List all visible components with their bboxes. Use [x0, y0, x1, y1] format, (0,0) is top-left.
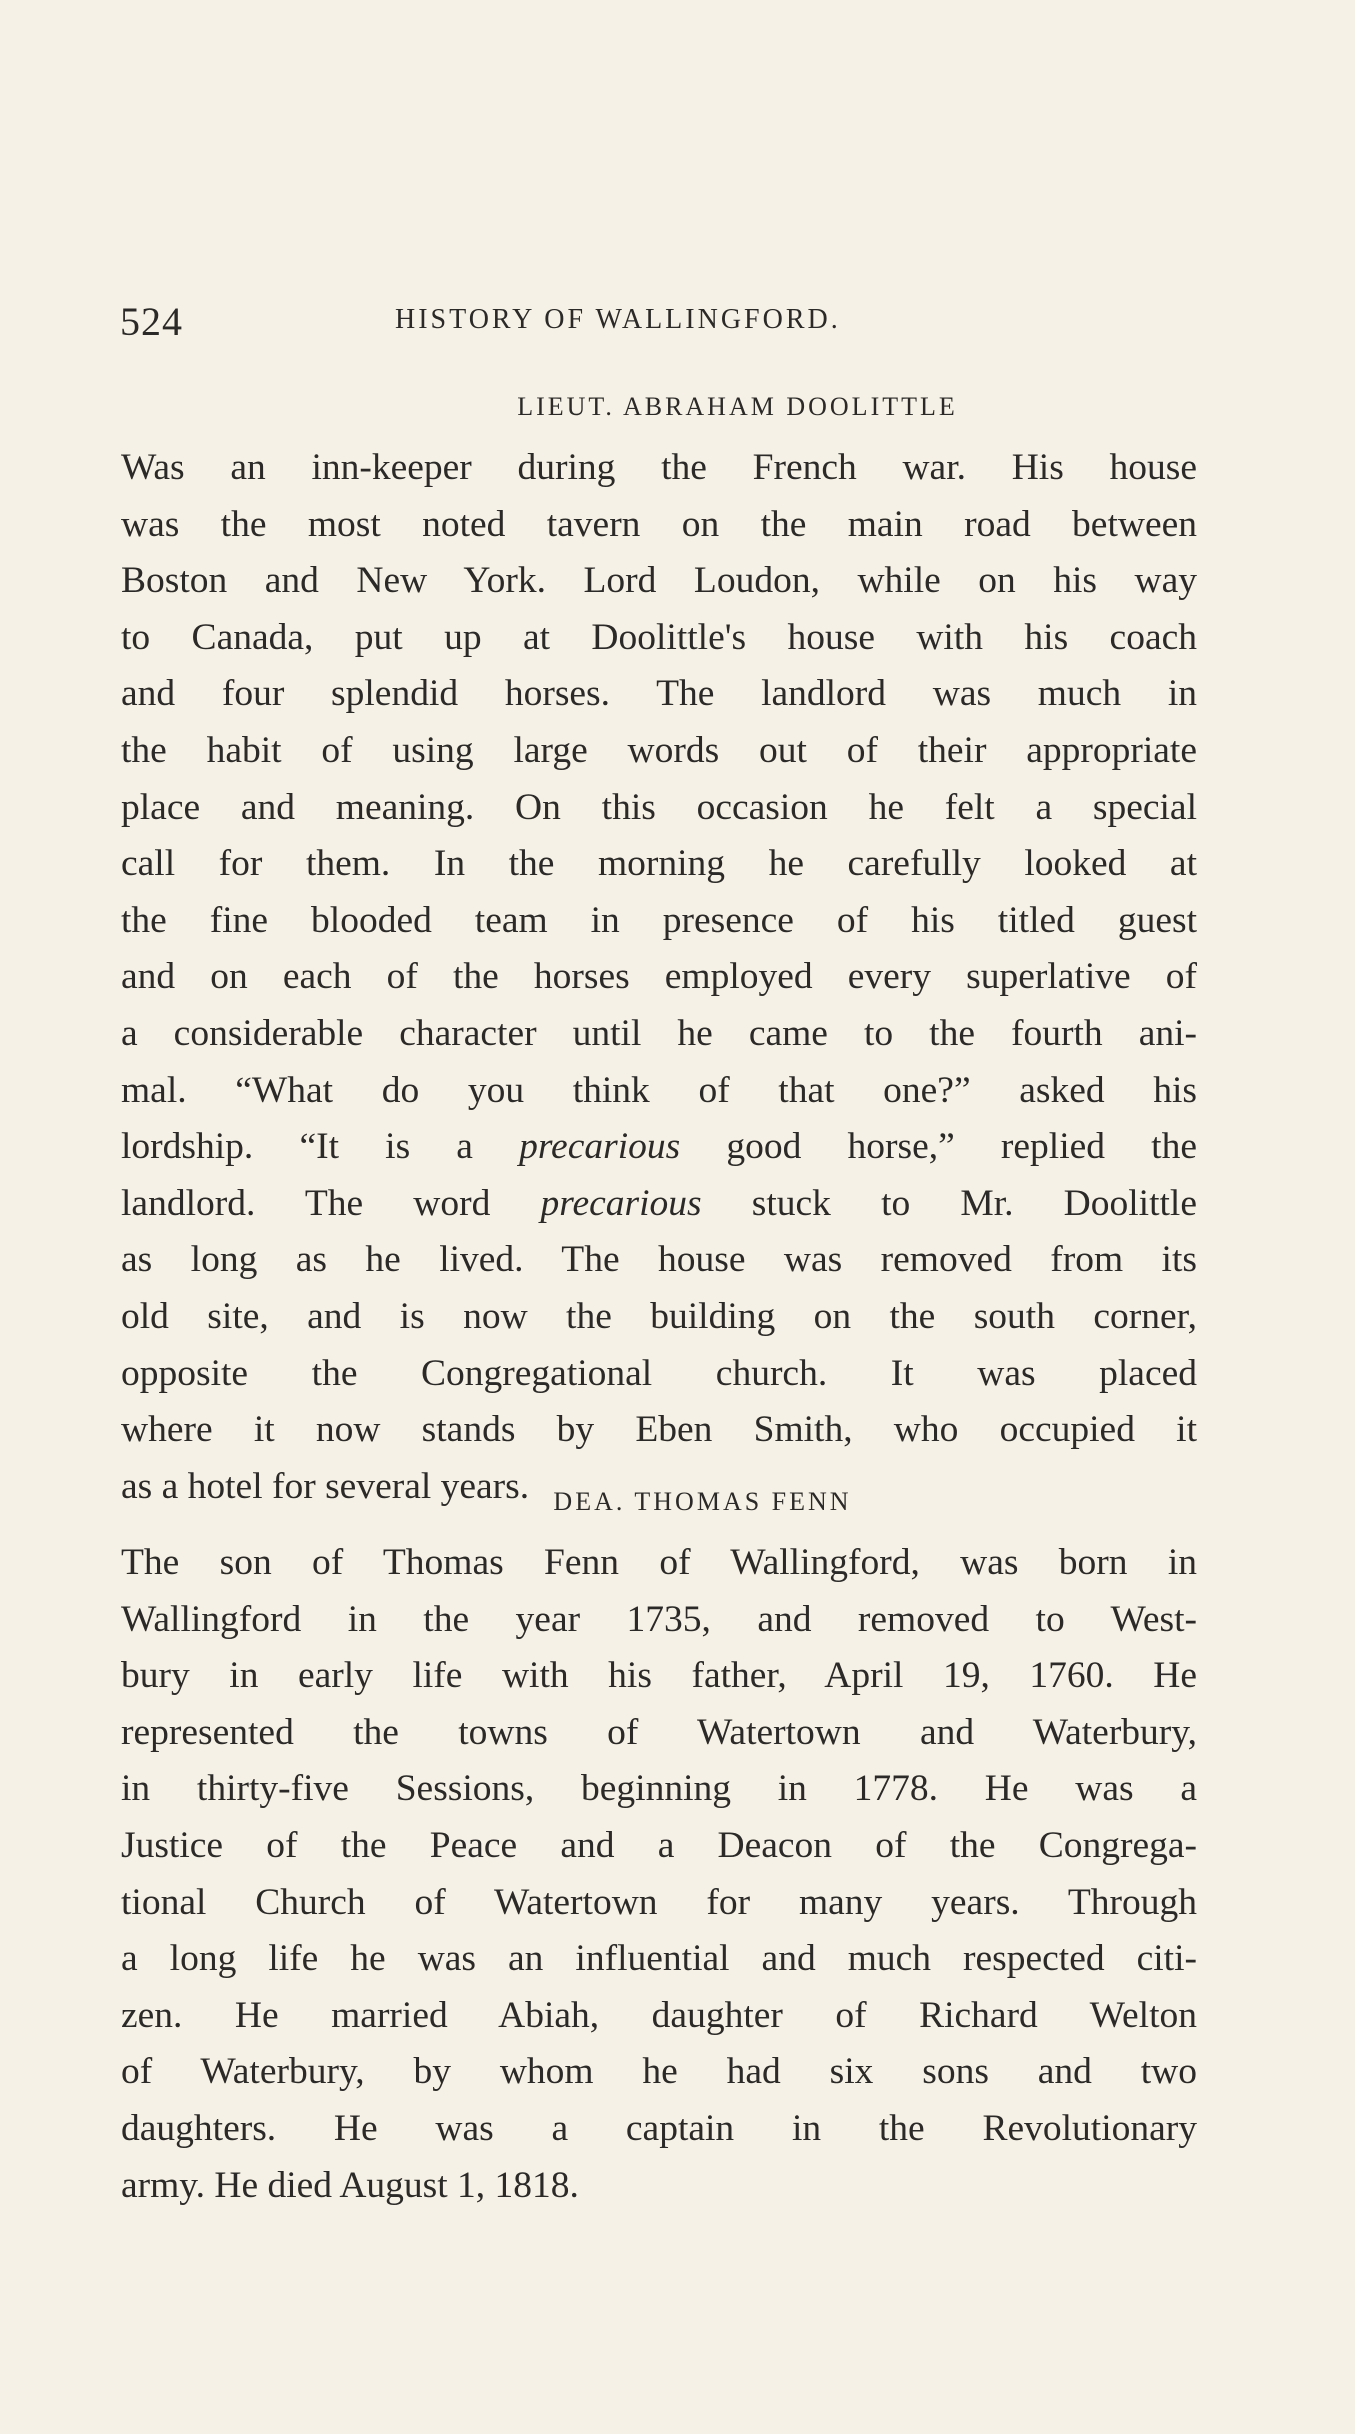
text-line: a long life he was an influential and much respected citi- [121, 1938, 1197, 1980]
italic-word: precarious [519, 1126, 681, 1168]
italic-word: precarious [540, 1182, 702, 1224]
paragraph-fenn [121, 1535, 1197, 2214]
text-line: of Waterbury, by whom he had six sons and two [121, 2051, 1197, 2093]
text-line: the fine blooded team in presence of his titled guest [121, 899, 1197, 941]
text-segment: landlord. The word [121, 1182, 541, 1224]
text-line: Was an inn-keeper during the French war. His house [121, 447, 1197, 488]
text-line: place and meaning. On this occasion he felt a special [121, 786, 1197, 828]
text-line: as long as he lived. The house was removed from its [121, 1239, 1197, 1281]
text-line: represented the towns of Watertown and Waterbury, [121, 1711, 1197, 1753]
text-line: to Canada, put up at Doolittle's house with his coach [121, 616, 1197, 658]
text-line: army. He died August 1, 1818. [121, 2164, 579, 2206]
text-line: Wallingford in the year 1735, and removed to West- [121, 1598, 1197, 1640]
text-line: and on each of the horses employed every superlative of [121, 956, 1197, 998]
text-line: a considerable character until he came to the fourth ani- [121, 1012, 1197, 1054]
text-segment: good horse,” replied the [680, 1126, 1197, 1168]
text-line: was the most noted tavern on the main road between [121, 503, 1197, 545]
text-line: opposite the Congregational church. It was placed [121, 1352, 1197, 1394]
text-line: call for them. In the morning he carefully looked at [121, 843, 1197, 885]
text-line: and four splendid horses. The landlord was much in [121, 673, 1197, 715]
paragraph-doolittle [121, 440, 1197, 1515]
text-line-with-italic [121, 1176, 1197, 1233]
text-line: zen. He married Abiah, daughter of Richard Welton [121, 1994, 1197, 2036]
text-line: tional Church of Watertown for many years. Through [121, 1881, 1197, 1923]
text-segment: stuck to Mr. Doolittle [701, 1182, 1197, 1224]
text-line-with-italic [121, 1119, 1197, 1176]
section-heading-fenn: DEA. THOMAS FENN [553, 1487, 852, 1516]
running-title: HISTORY OF WALLINGFORD. [395, 304, 841, 335]
text-line: daughters. He was a captain in the Revolutionary [121, 2107, 1197, 2149]
text-line: The son of Thomas Fenn of Wallingford, was born in [121, 1542, 1197, 1583]
page-number: 524 [120, 299, 183, 344]
text-line: old site, and is now the building on the south corner, [121, 1295, 1197, 1337]
text-line: Justice of the Peace and a Deacon of the Congrega- [121, 1824, 1197, 1866]
text-line: bury in early life with his father, April 19, 1760. He [121, 1655, 1197, 1697]
running-head [120, 298, 1200, 358]
text-line: where it now stands by Eben Smith, who occupied it [121, 1409, 1197, 1451]
text-line: as a hotel for several years. [121, 1465, 530, 1507]
text-line: mal. “What do you think of that one?” asked his [121, 1069, 1197, 1111]
text-line: Boston and New York. Lord Loudon, while on his way [121, 560, 1197, 602]
section-heading-doolittle: LIEUT. ABRAHAM DOOLITTLE [517, 392, 958, 421]
text-line: in thirty-five Sessions, beginning in 1778. He was a [121, 1768, 1197, 1810]
text-line: the habit of using large words out of their appropriate [121, 729, 1197, 771]
text-segment: lordship. “It is a [121, 1126, 520, 1168]
